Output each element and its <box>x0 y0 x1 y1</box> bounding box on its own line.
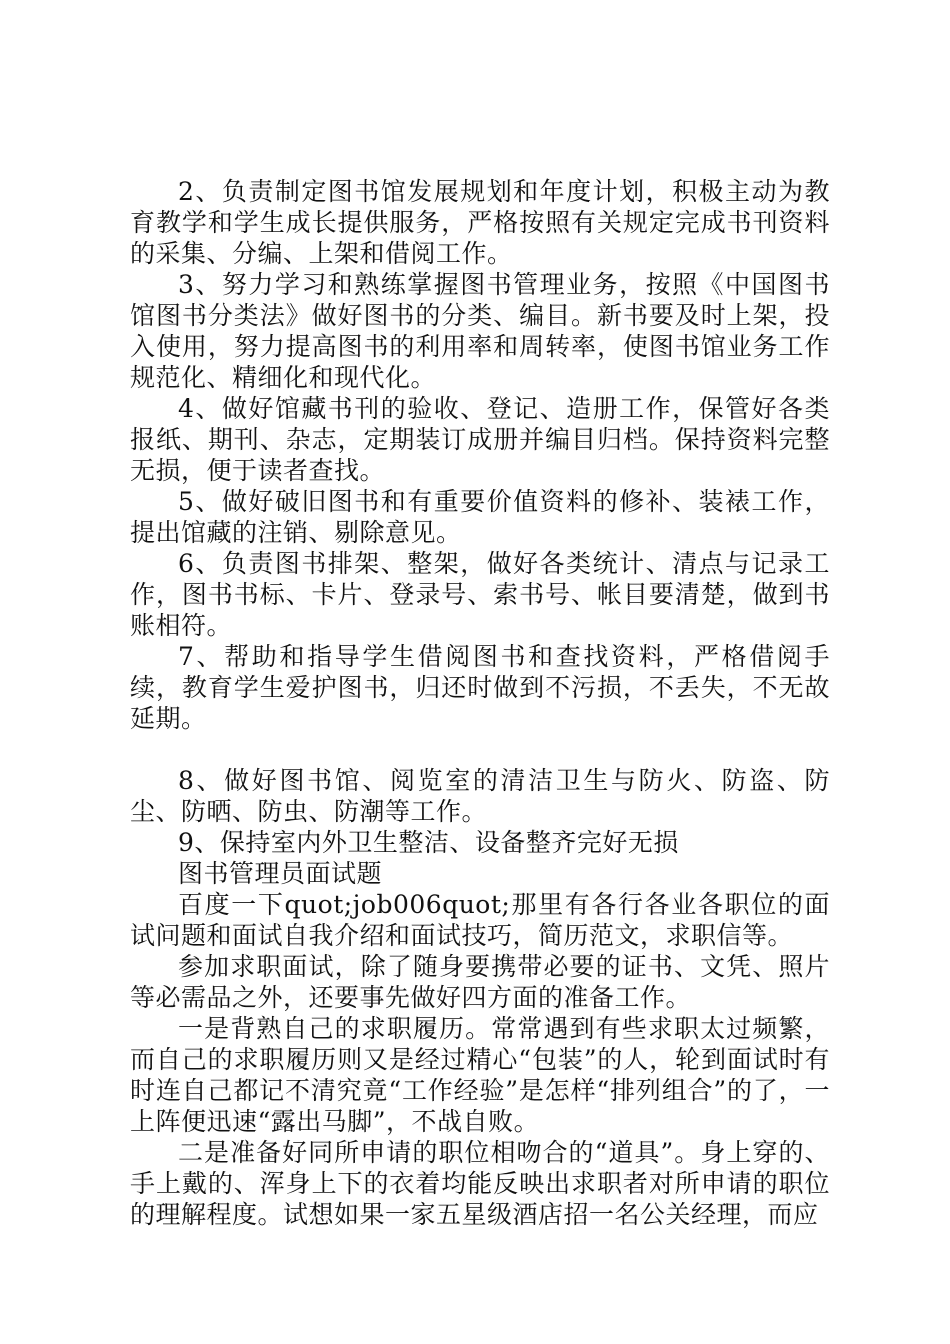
preparation-point-1: 一是背熟自己的求职履历。常常遇到有些求职太过频繁，而自己的求职履历则又是经过精心“包装”的人，轮到面试时有时连自己都记不清究竟“工作经验”是怎样“排列组合”的了，一上阵便迅速“露出马脚”，不战自败。 <box>130 1014 830 1136</box>
duty-item-5: 5、做好破旧图书和有重要价值资料的修补、装裱工作，提出馆藏的注销、剔除意见。 <box>130 487 830 547</box>
duty-item-2: 2、负责制定图书馆发展规划和年度计划，积极主动为教育教学和学生成长提供服务，严格按照有关规定完成书刊资料的采集、分编、上架和借阅工作。 <box>130 177 830 268</box>
duty-item-9: 9、保持室内外卫生整洁、设备整齐完好无损 <box>178 828 679 857</box>
document-page <box>130 176 830 1230</box>
duty-item-7: 7、帮助和指导学生借阅图书和查找资料，严格借阅手续，教育学生爱护图书，归还时做到不污损，不丢失，不无故延期。 <box>130 642 830 733</box>
blank-line <box>130 734 830 765</box>
duty-item-3: 3、努力学习和熟练掌握图书管理业务，按照《中国图书馆图书分类法》做好图书的分类、编目。新书要及时上架，投入使用，努力提高图书的利用率和周转率，使图书馆业务工作规范化、精细化和现代化。 <box>130 270 830 392</box>
interview-preparation: 参加求职面试，除了随身要携带必要的证书、文凭、照片等必需品之外，还要事先做好四方面的准备工作。 <box>130 952 830 1012</box>
interview-intro: 百度一下quot;job006quot;那里有各行各业各职位的面试问题和面试自我介绍和面试技巧，简历范文，求职信等。 <box>130 890 830 950</box>
duty-item-6: 6、负责图书排架、整架，做好各类统计、清点与记录工作，图书书标、卡片、登录号、索书号、帐目要清楚，做到书账相符。 <box>130 549 830 640</box>
section-heading: 图书管理员面试题 <box>178 859 383 888</box>
duty-item-8: 8、做好图书馆、阅览室的清洁卫生与防火、防盗、防尘、防晒、防虫、防潮等工作。 <box>130 766 830 826</box>
duty-item-4: 4、做好馆藏书刊的验收、登记、造册工作，保管好各类报纸、期刊、杂志，定期装订成册并编目归档。保持资料完整无损，便于读者查找。 <box>130 394 830 485</box>
preparation-point-2: 二是准备好同所申请的职位相吻合的“道具”。身上穿的、手上戴的、浑身上下的衣着均能反映出求职者对所申请的职位的理解程度。试想如果一家五星级酒店招一名公关经理，而应 <box>130 1138 830 1229</box>
